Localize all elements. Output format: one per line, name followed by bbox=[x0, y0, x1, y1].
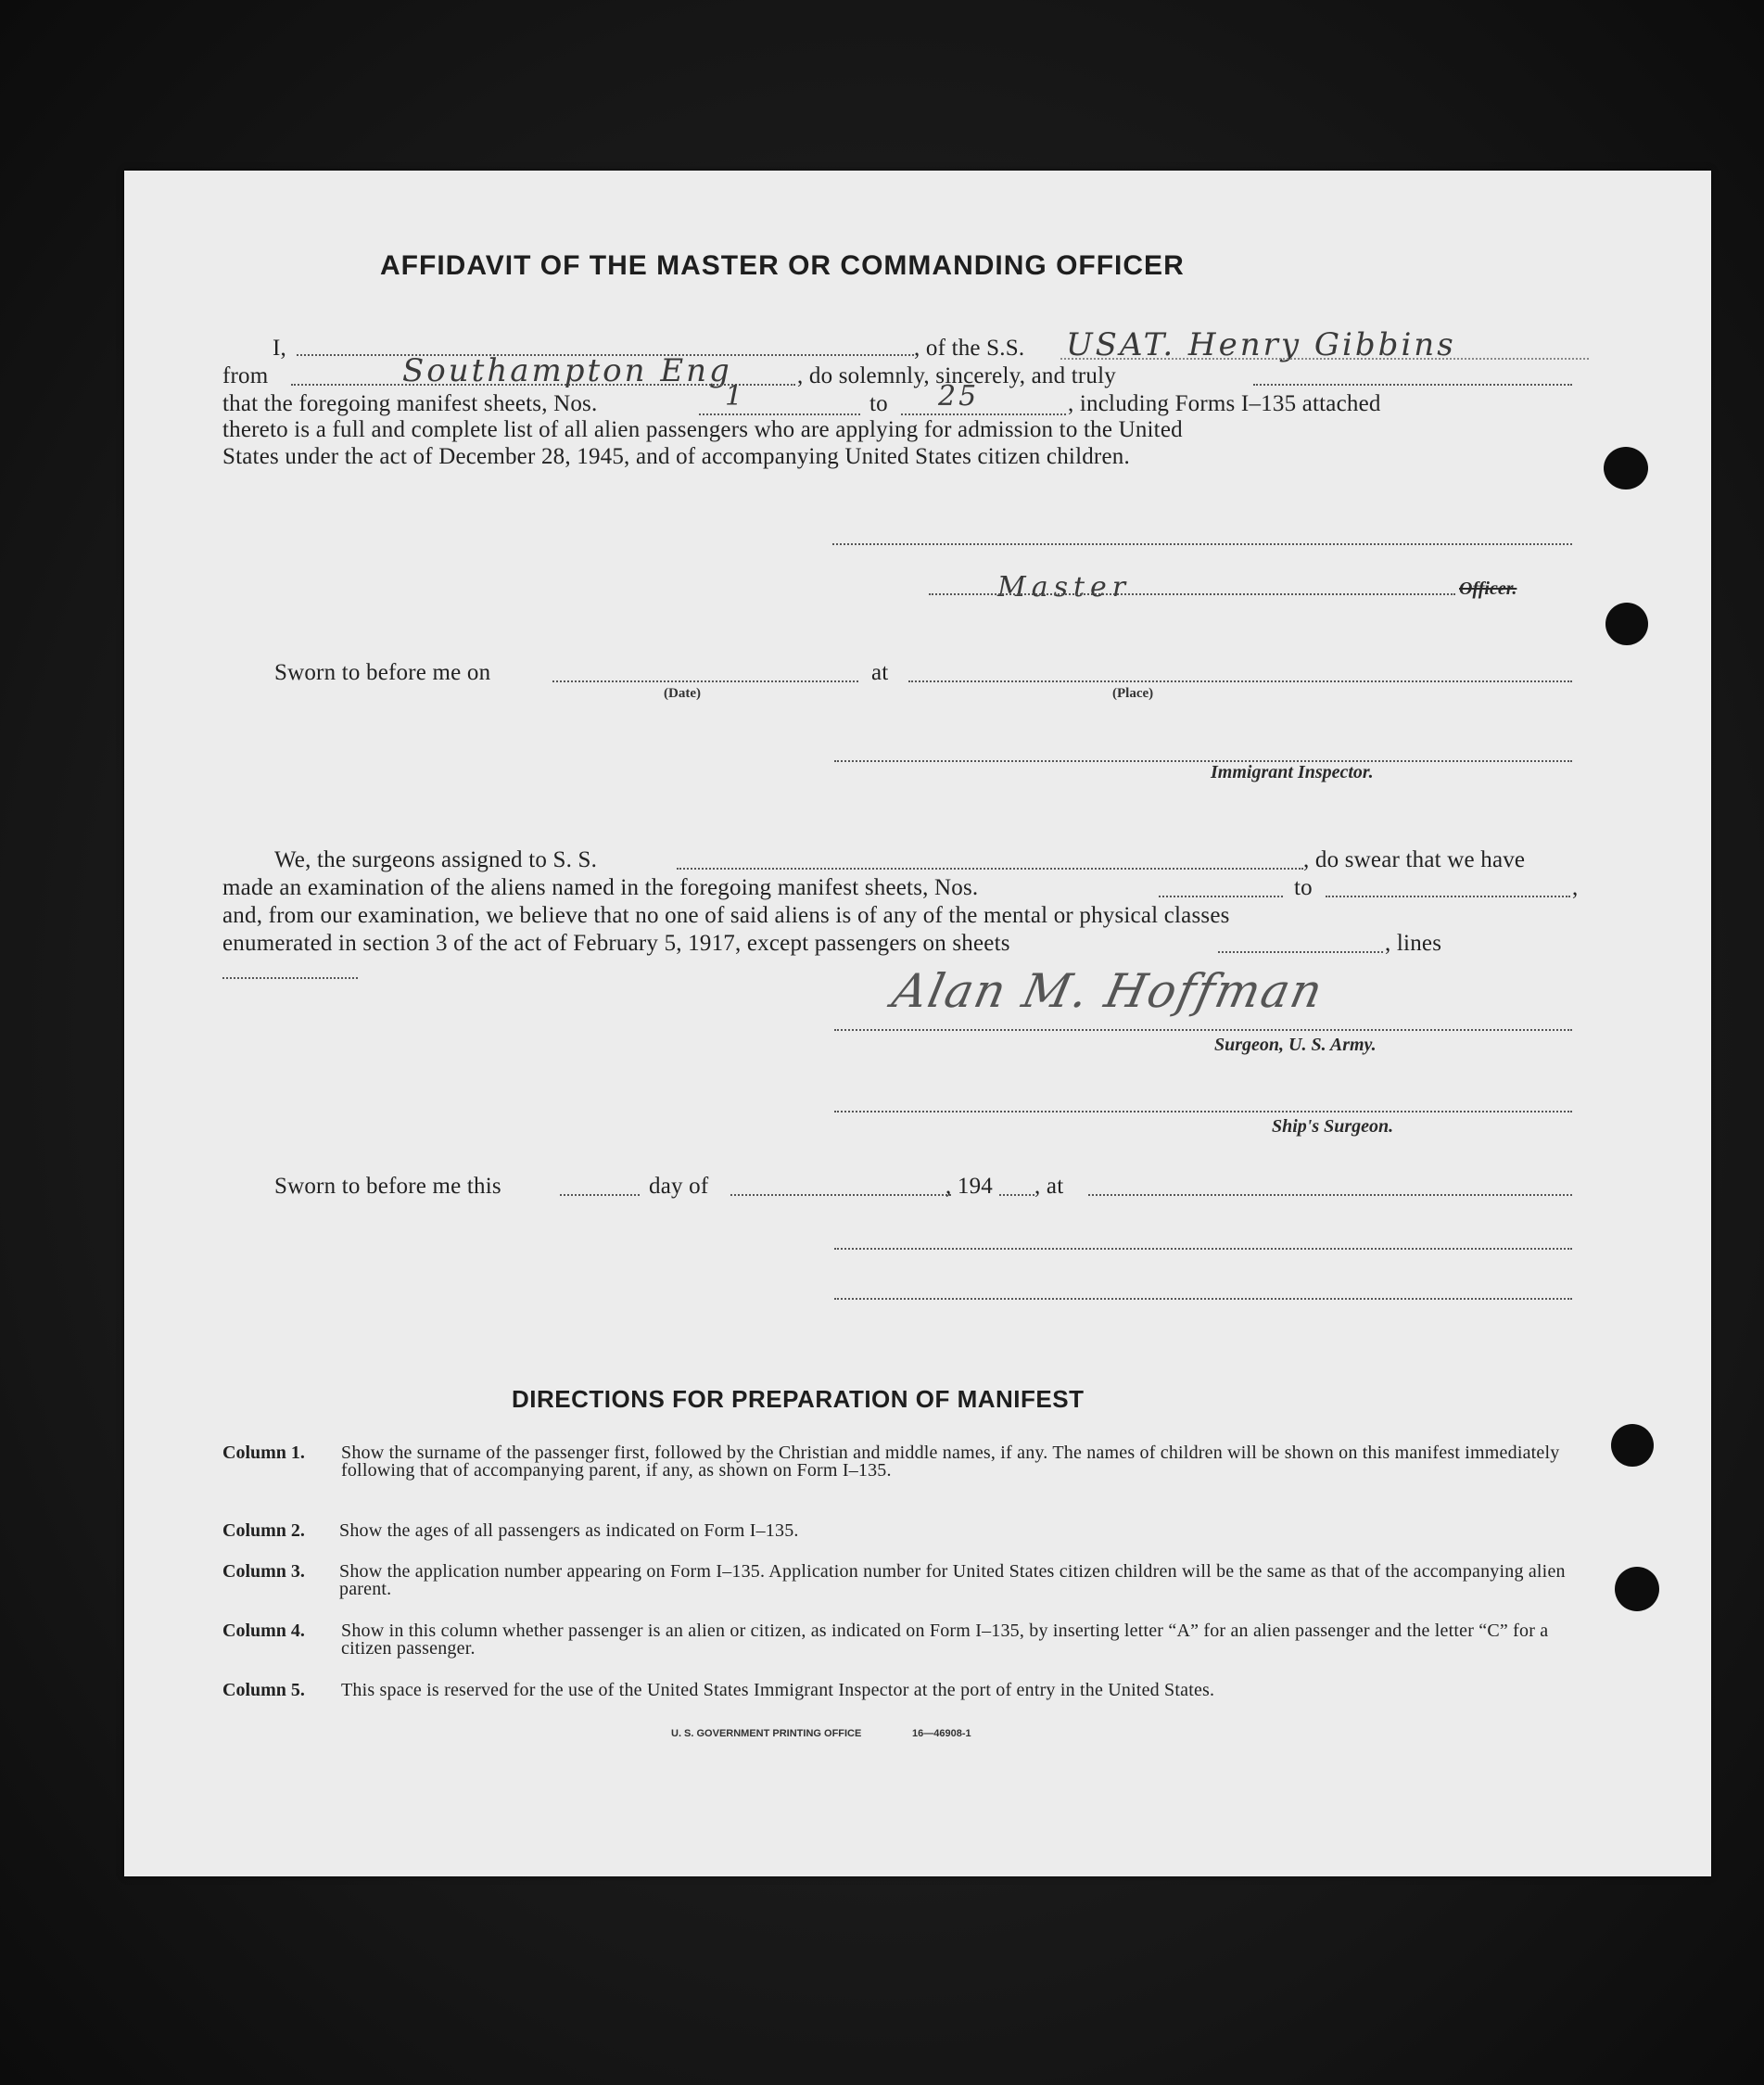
affidavit-line2-prefix: from bbox=[222, 363, 269, 388]
army-surgeon-line[interactable] bbox=[834, 1029, 1572, 1031]
ships-surgeon-label: Ship's Surgeon. bbox=[1272, 1116, 1394, 1137]
sheet-to-handwritten: 25 bbox=[938, 380, 980, 413]
port-field[interactable] bbox=[291, 384, 795, 386]
column-5-text: This space is reserved for the use of the United States Immigrant Inspector at the port of entry in the United States. bbox=[341, 1680, 1215, 1700]
affidavit-line3-suffix: , including Forms I–135 attached bbox=[1068, 391, 1381, 416]
port-handwritten: Southampton Eng bbox=[402, 352, 732, 389]
affidavit-line3-prefix: that the foregoing manifest sheets, Nos. bbox=[222, 391, 598, 416]
sworn-month-field[interactable] bbox=[730, 1194, 951, 1196]
ships-surgeon-line[interactable] bbox=[834, 1111, 1572, 1112]
punch-hole bbox=[1605, 603, 1648, 645]
affidavit-line3-to-word: to bbox=[869, 391, 888, 416]
sworn-place-field[interactable] bbox=[908, 680, 1572, 682]
surgeons-line2: made an examination of the aliens named in the foregoing manifest sheets, Nos. bbox=[222, 875, 979, 900]
sworn-at-label-2: , at bbox=[1034, 1174, 1064, 1199]
affidavit-line5: States under the act of December 28, 1945, and of accompanying United States citizen children. bbox=[222, 444, 1130, 469]
inspector-signature-line[interactable] bbox=[834, 760, 1572, 762]
officer-title-field[interactable] bbox=[929, 593, 1455, 595]
sworn-on-label: Sworn to before me on bbox=[274, 660, 491, 685]
punch-hole bbox=[1615, 1567, 1659, 1611]
ship-name-handwritten: USAT. Henry Gibbins bbox=[1066, 326, 1456, 363]
surgeons-line1-prefix: We, the surgeons assigned to S. S. bbox=[274, 847, 598, 872]
surgeons-line2-end: , bbox=[1572, 875, 1579, 900]
column-1-text: Show the surname of the passenger first, followed by the Christian and middle names, if any. The names of children will be shown on this manifest immediately following that of accompanying parent, if any, as shown on Form I–135. bbox=[341, 1443, 1560, 1481]
column-3-label: Column 3. bbox=[222, 1561, 305, 1582]
except-sheets-field[interactable] bbox=[1218, 951, 1383, 953]
punch-hole bbox=[1604, 447, 1648, 489]
sworn-place-field-2[interactable] bbox=[1088, 1194, 1572, 1196]
place-caption: (Place) bbox=[1112, 686, 1154, 701]
surgeons-line4: enumerated in section 3 of the act of February 5, 1917, except passengers on sheets bbox=[222, 931, 1010, 956]
sheet-from-handwritten: 1 bbox=[725, 380, 746, 413]
year-label: , 194 bbox=[945, 1174, 993, 1199]
sheet-to-field[interactable] bbox=[901, 413, 1066, 415]
line2-trailing-field[interactable] bbox=[1253, 384, 1572, 386]
day-of-label: day of bbox=[649, 1174, 709, 1199]
surgeons-ship-field[interactable] bbox=[677, 868, 1303, 870]
ship-name-field[interactable] bbox=[1060, 358, 1589, 360]
officer-title-handwritten: Master bbox=[997, 571, 1132, 604]
master-signature-line[interactable] bbox=[832, 543, 1572, 545]
surgeon-signature: Alan M. Hoffman bbox=[887, 964, 1329, 1018]
column-2-text: Show the ages of all passengers as indicated on Form I–135. bbox=[339, 1520, 799, 1541]
lines-field[interactable] bbox=[222, 977, 358, 979]
sworn-day-field[interactable] bbox=[560, 1194, 640, 1196]
sworn-at-label: at bbox=[871, 660, 889, 685]
officer-label: Officer. bbox=[1459, 578, 1517, 599]
column-4-label: Column 4. bbox=[222, 1621, 305, 1641]
column-1-label: Column 1. bbox=[222, 1443, 305, 1463]
officer-signature-line-1[interactable] bbox=[834, 1248, 1572, 1250]
printer-imprint: U. S. GOVERNMENT PRINTING OFFICE bbox=[671, 1728, 862, 1739]
sworn-date-field[interactable] bbox=[552, 680, 858, 682]
affidavit-line4: thereto is a full and complete list of all alien passengers who are applying for admission to the United bbox=[222, 417, 1183, 442]
surgeons-line3: and, from our examination, we believe that no one of said aliens is of any of the mental or physical classes bbox=[222, 903, 1230, 928]
surgeons-line2-to: to bbox=[1294, 875, 1313, 900]
surgeons-sheet-to-field[interactable] bbox=[1326, 896, 1570, 897]
affidavit-line2-middle: , do solemnly, sincerely, and truly bbox=[797, 363, 1116, 388]
army-surgeon-label: Surgeon, U. S. Army. bbox=[1214, 1035, 1377, 1055]
sworn-year-field[interactable] bbox=[999, 1194, 1034, 1196]
column-2-label: Column 2. bbox=[222, 1520, 305, 1541]
affidavit-line1-middle: , of the S.S. bbox=[914, 336, 1025, 361]
surgeons-line1-suffix: , do swear that we have bbox=[1303, 847, 1526, 872]
manifest-page bbox=[124, 171, 1711, 1876]
column-3-text: Show the application number appearing on Form I–135. Application number for United States citizen children will be the same as that of the accompanying alien parent. bbox=[339, 1561, 1566, 1599]
affidavit-line1-prefix: I, bbox=[273, 336, 286, 361]
officer-signature-line-2[interactable] bbox=[834, 1298, 1572, 1300]
sworn-this-label: Sworn to before me this bbox=[274, 1174, 501, 1199]
directions-title: DIRECTIONS FOR PREPARATION OF MANIFEST bbox=[512, 1385, 1085, 1413]
sheet-from-field[interactable] bbox=[699, 413, 860, 415]
form-number: 16—46908-1 bbox=[912, 1728, 971, 1739]
column-4-text: Show in this column whether passenger is an alien or citizen, as indicated on Form I–135, by inserting letter “A” for an alien passenger and the letter “C” for a citizen passenger. bbox=[341, 1621, 1549, 1659]
surgeons-line4-end: , lines bbox=[1385, 931, 1442, 956]
column-5-label: Column 5. bbox=[222, 1680, 305, 1700]
inspector-label: Immigrant Inspector. bbox=[1211, 762, 1374, 782]
punch-hole bbox=[1611, 1424, 1654, 1467]
affidavit-title: AFFIDAVIT OF THE MASTER OR COMMANDING OFFICER bbox=[380, 250, 1185, 281]
date-caption: (Date) bbox=[664, 686, 701, 701]
surgeons-sheet-from-field[interactable] bbox=[1159, 896, 1283, 897]
